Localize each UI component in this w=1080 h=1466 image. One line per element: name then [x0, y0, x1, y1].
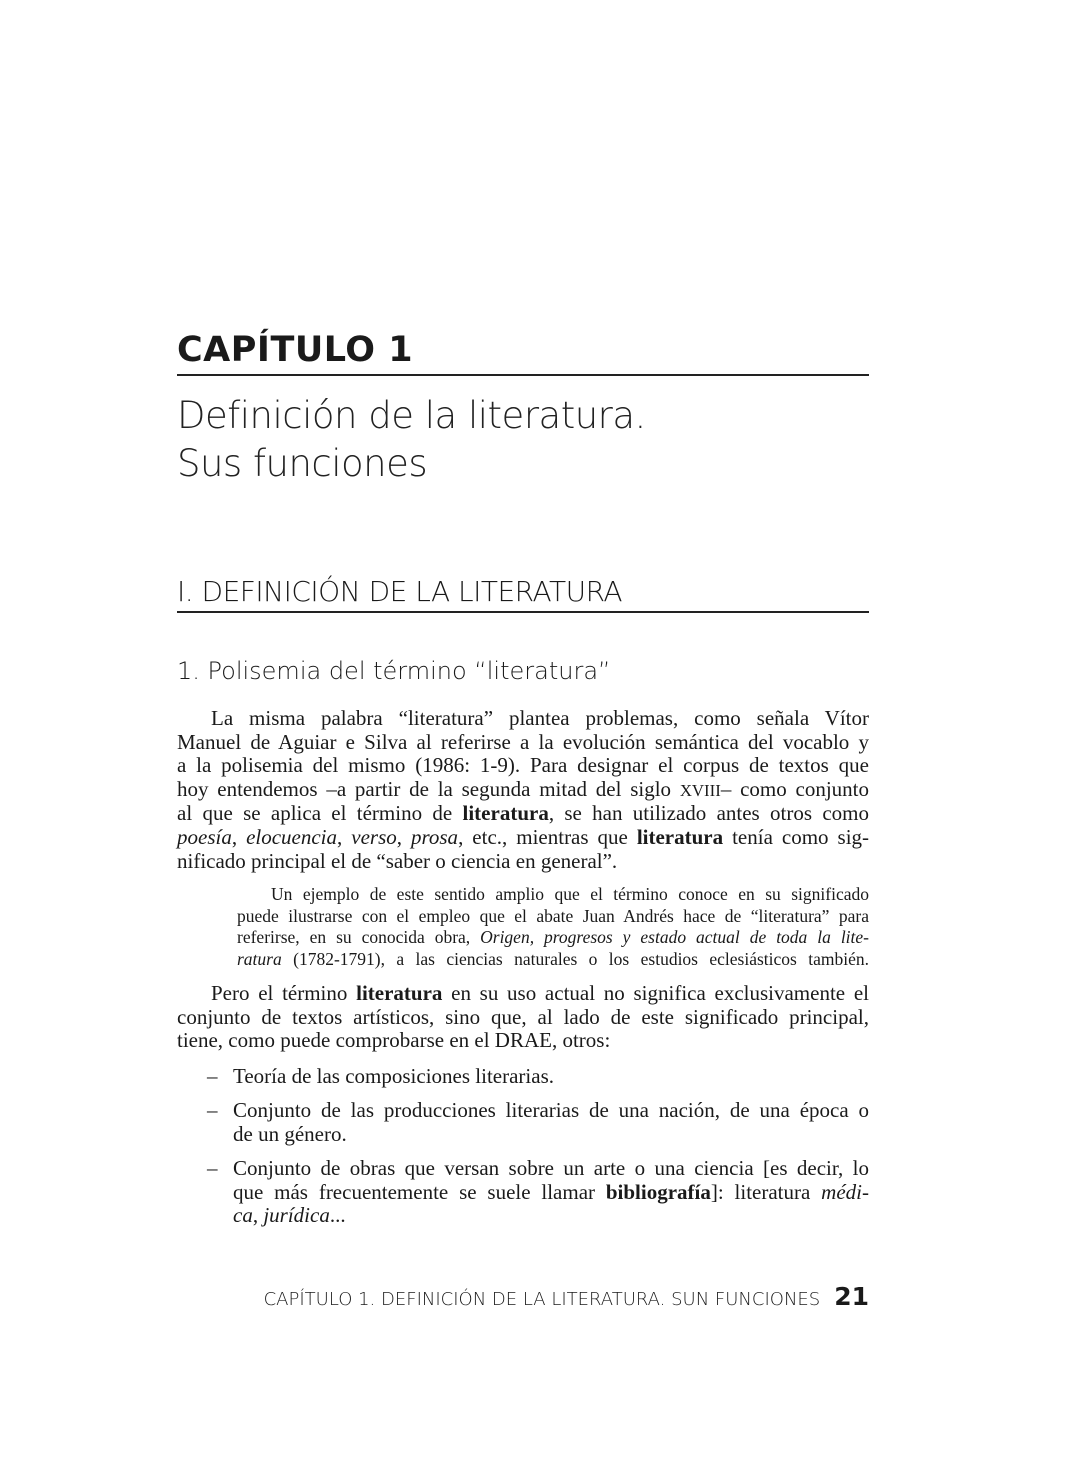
text-run: nificado principal el de “saber o ciencia en general”. [177, 848, 618, 873]
text-run: Un ejemplo de este sentido amplio que el término conoce en su significado [271, 884, 869, 904]
text-line [177, 778, 869, 803]
running-head: CAPÍTULO 1. DEFINICIÓN DE LA LITERATURA. SUN FUNCIONES [263, 1289, 821, 1310]
italic-term: jurídica [263, 1203, 330, 1228]
text-line [237, 906, 869, 928]
text-run: a la polisemia del mismo (1986: 1-9). Para designar el corpus de textos que [177, 753, 869, 778]
text-run: hoy entendemos –a partir de la segunda mitad del siglo [177, 776, 680, 801]
text-run: en su uso actual no significa exclusivamente el [442, 981, 869, 1005]
bold-term: literatura [356, 981, 443, 1005]
text-line [177, 850, 869, 874]
text-line [237, 884, 869, 906]
italic-term: elocuencia [246, 824, 338, 849]
text-run: – como conjunto [720, 776, 869, 801]
paragraph-1 [177, 707, 869, 873]
text-line [177, 826, 869, 850]
chapter-title-line: Definición de la literatura. [177, 394, 646, 437]
italic-term: médi- [821, 1179, 869, 1204]
text-line [237, 927, 869, 949]
text-run: Pero el término [211, 981, 357, 1005]
text-line [233, 1181, 869, 1205]
dash-bullet: – [207, 1064, 218, 1088]
subsection-heading: 1. Polisemia del término “literatura” [177, 657, 611, 685]
italic-term: verso [351, 824, 397, 849]
list-item [207, 1099, 869, 1146]
text-run: , [231, 824, 247, 849]
text-line [233, 1123, 869, 1147]
text-line [177, 802, 869, 826]
text-run: tenía como sig- [723, 824, 870, 849]
italic-term: ca [233, 1203, 253, 1228]
page-number: 21 [834, 1282, 869, 1311]
page-footer [177, 1282, 869, 1315]
text-run: ... [329, 1203, 346, 1228]
chapter-label: CAPÍTULO 1 [177, 328, 869, 376]
note-block [237, 884, 869, 970]
text-run: ]: literatura [710, 1179, 822, 1204]
text-run: Conjunto de obras que versan sobre un arte o una ciencia [es decir, lo [233, 1156, 869, 1180]
dash-bullet: – [207, 1098, 218, 1122]
text-run: referirse, en su conocida obra, [237, 927, 481, 948]
text-run: tiene, como puede comprobarse en el DRAE, otros: [177, 1028, 611, 1053]
dash-bullet: – [207, 1156, 218, 1180]
text-run: Teoría de las composiciones literarias. [233, 1064, 554, 1088]
bold-term: literatura [636, 824, 724, 849]
text-run: que más frecuentemente se suele llamar [233, 1179, 606, 1204]
bold-term: bibliografía [605, 1179, 711, 1204]
text-run: al que se aplica el término de [177, 801, 463, 826]
italic-term: prosa [410, 824, 459, 849]
paragraph-2 [177, 982, 869, 1053]
text-run: XVIII [679, 780, 721, 800]
list-item [207, 1157, 869, 1228]
text-run: , se han utilizado antes otros como [548, 801, 869, 826]
text-line [233, 1065, 869, 1089]
text-line [177, 982, 869, 1006]
text-line [233, 1204, 869, 1228]
text-line [233, 1099, 869, 1123]
text-run: Conjunto de las producciones literarias de una nación, de una época o [233, 1098, 869, 1122]
text-line [177, 1029, 869, 1053]
text-run: Manuel de Aguiar e Silva al referirse a la evolución semántica del vocablo y [177, 729, 869, 754]
bold-term: literatura [462, 801, 549, 826]
text-line [177, 731, 869, 755]
text-line [177, 1006, 869, 1030]
chapter-title-line: Sus funciones [177, 442, 428, 485]
text-run: , [252, 1203, 264, 1228]
text-line [177, 754, 869, 778]
text-run: , [396, 824, 411, 849]
text-run: , [337, 824, 352, 849]
list-item [207, 1065, 869, 1089]
text-run: (1782-1791), a las ciencias naturales o los estudios eclesiásticos también. [281, 948, 869, 969]
text-run: puede ilustrarse con el empleo que el abate Juan Andrés hace de “literatura” para [237, 905, 869, 926]
text-run: , etc., mientras que [458, 824, 637, 849]
italic-term: Origen, progresos y estado actual de toda la lite- [480, 927, 869, 948]
italic-term: ratura [237, 948, 282, 969]
text-line [233, 1157, 869, 1181]
chapter-title [177, 392, 646, 488]
text-run: de un género. [233, 1121, 347, 1146]
text-run: La misma palabra “literatura” plantea problemas, como señala Vítor [211, 706, 869, 730]
italic-term: poesía [177, 824, 232, 849]
section-heading: I. DEFINICIÓN DE LA LITERATURA [177, 574, 869, 613]
text-line [177, 707, 869, 731]
text-run: conjunto de textos artísticos, sino que, al lado de este significado principal, [177, 1004, 869, 1029]
text-line [237, 949, 869, 971]
